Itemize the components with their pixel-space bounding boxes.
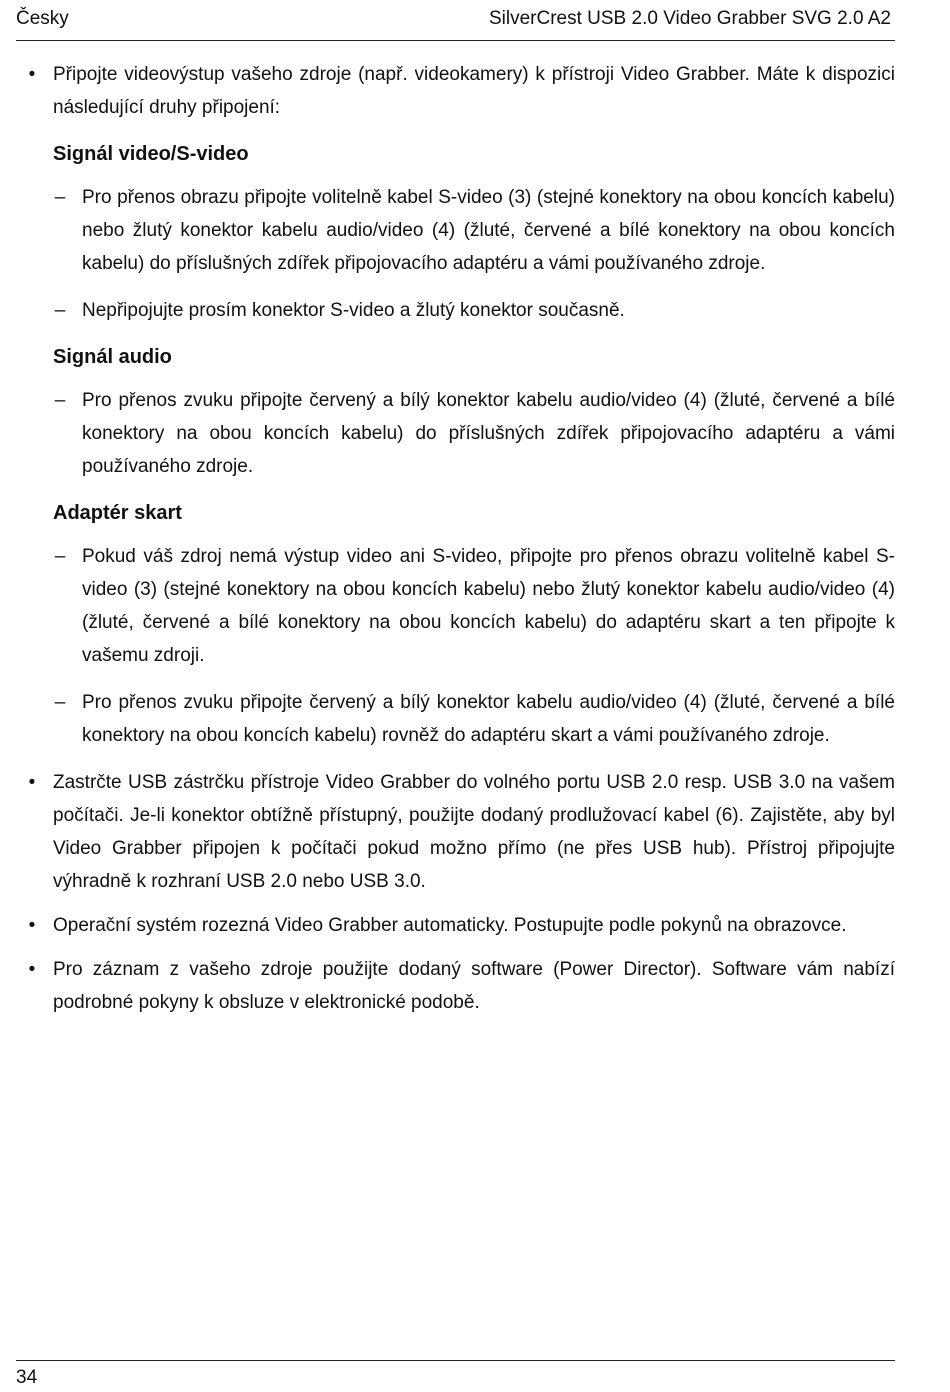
dash-text: Pro přenos obrazu připojte volitelně kabel S-video (3) (stejné konektory na obou koncích kabelu) nebo žlutý konektor kabelu audio/video (4) (žluté, červené a bílé konektory na obou koncích kabelu) do příslušných zdířek připojovacího adaptéru a vámi používaného zdroje. — [82, 187, 895, 274]
dash-item — [54, 294, 895, 327]
bullet-item-usb — [28, 766, 895, 898]
bullet-item-intro — [28, 58, 895, 124]
page-number: 34 — [16, 1367, 38, 1388]
section-heading-scart: Adaptér skart — [53, 502, 182, 524]
dash-item — [54, 181, 895, 280]
header-product-title: SilverCrest USB 2.0 Video Grabber SVG 2.0 A2 — [488, 8, 891, 29]
dash-icon: – — [54, 692, 66, 713]
bullet-text: Připojte videovýstup vašeho zdroje (např. videokamery) k přístroji Video Grabber. Máte k dispozici následující druhy připojení: — [53, 64, 895, 118]
page-body — [0, 58, 950, 1019]
dash-text: Pro přenos zvuku připojte červený a bílý konektor kabelu audio/video (4) (žluté, červené a bílé konektory na obou koncích kabelu) rovněž do adaptéru skart a vámi používaného zdroje. — [82, 692, 895, 746]
bullet-icon: • — [28, 772, 36, 793]
dash-text: Pro přenos zvuku připojte červený a bílý konektor kabelu audio/video (4) (žluté, červené a bílé konektory na obou koncích kabelu) do příslušných zdířek připojovacího adaptéru a vámi používaného zdroje. — [82, 390, 895, 477]
bullet-text: Operační systém rozezná Video Grabber automaticky. Postupujte podle pokynů na obrazovce. — [53, 915, 847, 936]
dash-item — [54, 540, 895, 672]
dash-icon: – — [54, 546, 66, 567]
section-heading-audio: Signál audio — [53, 346, 172, 368]
dash-item — [54, 384, 895, 483]
header-language: Česky — [16, 8, 69, 29]
bullet-text: Zastrčte USB zástrčku přístroje Video Grabber do volného portu USB 2.0 resp. USB 3.0 na vašem počítači. Je-li konektor obtížně přístupný, použijte dodaný prodlužovací kabel (6). Zajistěte, aby byl Video Grabber připojen k počítači pokud možno přímo (ne přes USB hub). Přístroj připojujte výhradně k rozhraní USB 2.0 nebo USB 3.0. — [53, 772, 895, 892]
bullet-text: Pro záznam z vašeho zdroje použijte dodaný software (Power Director). Software vám nabízí podrobné pokyny k obsluze v elektronické podobě. — [53, 959, 895, 1013]
page-footer — [16, 1360, 895, 1388]
bullet-item-os — [28, 909, 895, 942]
dash-text: Nepřipojujte prosím konektor S-video a žlutý konektor současně. — [82, 300, 625, 321]
dash-icon: – — [54, 300, 66, 321]
dash-text: Pokud váš zdroj nemá výstup video ani S-video, připojte pro přenos obrazu volitelně kabel S-video (3) (stejné konektory na obou koncích kabelu) nebo žlutý konektor kabelu audio/video (4) (žluté, červené a bílé konektory na obou koncích kabelu) do adaptéru skart a ten připojte k vašemu zdroji. — [82, 546, 895, 666]
dash-icon: – — [54, 187, 66, 208]
dash-icon: – — [54, 390, 66, 411]
bullet-icon: • — [28, 915, 36, 936]
bullet-item-software — [28, 953, 895, 1019]
section-heading-video: Signál video/S-video — [53, 143, 249, 165]
bullet-icon: • — [28, 64, 36, 85]
page-header — [16, 8, 895, 41]
dash-item — [54, 686, 895, 752]
bullet-icon: • — [28, 959, 36, 980]
